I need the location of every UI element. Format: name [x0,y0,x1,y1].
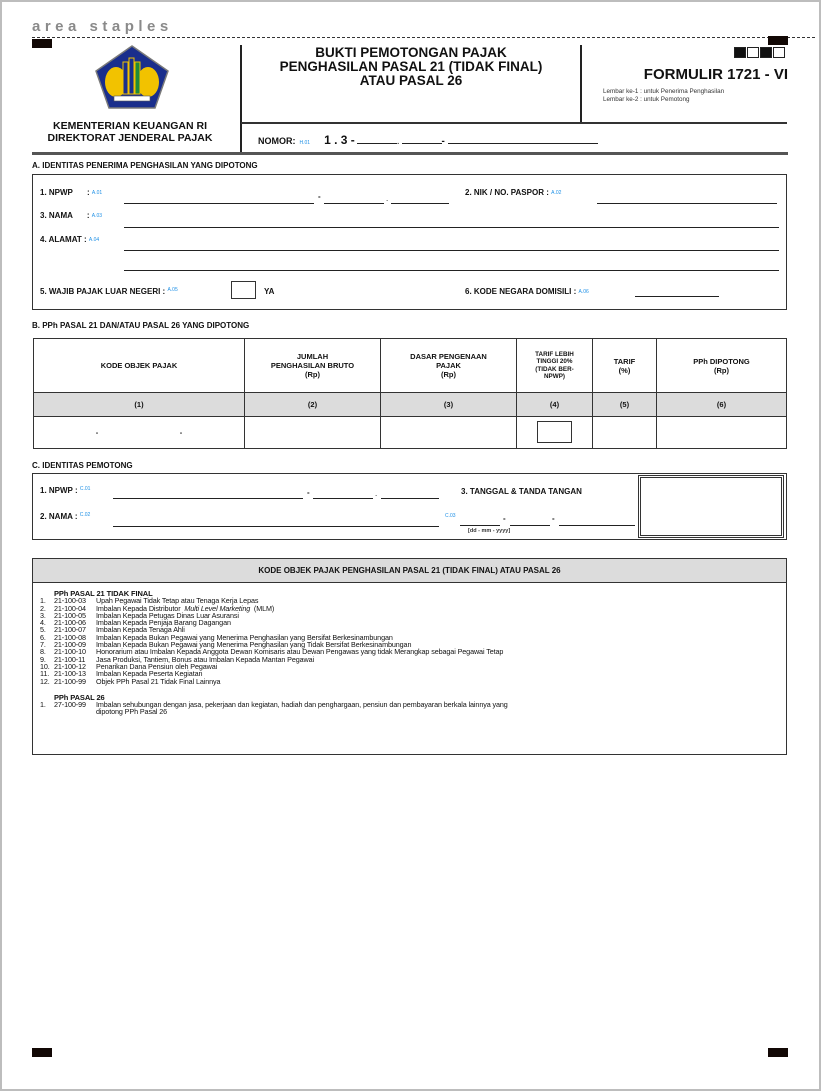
nama-c-label [40,512,90,521]
code-item-code: 21-100-07 [54,625,86,635]
nama-c-label-text: 2. NAMA : [40,512,78,521]
col-dpp-h3: (Rp) [441,370,456,379]
nomor-input-part-3[interactable] [448,143,598,144]
npwp-c-input-2[interactable] [313,498,373,499]
col-num-4: (4) [517,393,593,417]
code-item-desc-continued: dipotong PPh Pasal 26 [96,707,168,717]
alignment-marker-top-left [32,39,52,48]
col-tarif-h2: (%) [618,365,631,375]
codes-reference-header [33,559,786,583]
nomor-field-code: H.01 [299,140,311,146]
form-title [242,46,580,88]
code-item-desc: Penarikan Dana Pensiun oleh Pegawai [96,661,218,671]
col-bruto-h1: JUMLAH [296,352,329,361]
code-item-desc: Imbalan sehubungan dengan jasa, pekerjaan dan kegiatan, hadiah dan penghargaan, pensiun dan pembayaran berkala lainnya yang [96,700,508,710]
npwp-a-input-3[interactable] [391,203,449,204]
col-kode-objek-header: KODE OBJEK PAJAK [34,339,245,393]
col-num-3: (3) [381,393,517,417]
form-code: FORMULIR 1721 - VI [643,66,788,83]
col-num-5: (5) [593,393,657,417]
col-tarif-h1: TARIF [613,356,636,366]
code-item-num: 8. [40,647,46,657]
code-item-num: 6. [40,632,46,642]
alignment-marker-bottom-right [768,1048,788,1057]
pph-dipotong-input[interactable] [657,417,787,449]
negara-label [465,287,589,296]
pph-table-number-row [34,393,787,417]
col-bruto-header [245,339,381,393]
tanggal-label: 3. TANGGAL & TANDA TANGAN [461,487,582,496]
form-id-boxes [733,47,785,59]
negara-code: A.06 [578,288,589,295]
tarif-input[interactable] [593,417,657,449]
nomor-separator-dot: . [396,136,400,147]
col-dpp-h1: DASAR PENGENAAN [410,352,487,361]
header-bottom-rule [32,152,788,155]
code-item-desc: Imbalan Kepada Peserta Kegiatan [96,669,203,679]
copy-note-2: Lembar ke-2 : untuk Pemotong [603,96,690,103]
col-tarif-header [593,339,657,393]
col-num-2: (2) [245,393,381,417]
code-item-num: 7. [40,640,46,650]
npwp-c-code: C.01 [79,486,91,492]
pph-table-header-row [34,339,787,393]
col-dpp-h2: PAJAK [436,361,461,370]
npwp-c-input-1[interactable] [113,498,303,499]
date-format-hint: [dd - mm - yyyy] [468,528,511,534]
bruto-input[interactable] [245,417,381,449]
nik-code: A.02 [551,189,562,196]
code-item-num: 5. [40,625,46,635]
kode-objek-input[interactable] [34,417,245,449]
npwp-a-dot: . [386,194,389,203]
code-item-num: 10. [40,661,50,671]
alamat-label [40,235,99,244]
code-item-code: 21-100-13 [54,669,86,679]
code-item-desc: Objek PPh Pasal 21 Tidak Final Lainnya [96,676,221,686]
alamat-code: A.04 [88,236,100,243]
id-box-empty [773,47,785,58]
npwp-a-colon: : [86,188,90,197]
staples-area-label: area staples [32,18,173,35]
npwp-a-dash: - [318,192,321,201]
nomor-separator-dash: - [441,136,445,147]
col-pph-h2: (Rp) [714,365,729,375]
code-item-num: 12. [40,676,50,686]
ministry-emblem-logo [94,44,170,110]
npwp-c-label-text: 1. NPWP : [40,486,78,495]
header-divider-right [580,45,582,122]
npwp-a-label [40,188,102,197]
group-pasal21-title: PPh PASAL 21 TIDAK FINAL [54,589,153,598]
code-item-num: 1. [40,596,46,606]
nomor-label: NOMOR: [258,136,296,146]
nama-c-code: C.02 [79,512,91,518]
col-tarif-lebih-h4: NPWP) [544,373,565,380]
desc-part: (MLM) [252,603,275,613]
col-num-1: (1) [34,393,245,417]
code-item-code: 21-100-06 [54,618,86,628]
codes-reference-title: KODE OBJEK PAJAK PENGHASILAN PASAL 21 (TIDAK FINAL) ATAU PASAL 26 [258,566,561,575]
col-dpp-header [381,339,517,393]
col-num-6: (6) [657,393,787,417]
npwp-a-input-2[interactable] [324,203,384,204]
npwp-c-dash: - [307,488,310,497]
nama-a-label [40,211,102,220]
id-box-empty [747,47,759,58]
pph-table-data-row [34,417,787,449]
alignment-marker-bottom-left [32,1048,52,1057]
npwp-c-label [40,486,90,495]
dpp-input[interactable] [381,417,517,449]
code-item-desc: Honorarium atau Imbalan Kepada Anggota Dewan Komisaris atau Dewan Pengawas yang tidak Merangkap sebagai Pegawai Tetap [96,647,504,657]
code-item-code: 21-100-08 [54,632,86,642]
nik-label-text: 2. NIK / NO. PASPOR : [465,188,549,197]
code-item-num: 3. [40,610,46,620]
nama-a-colon: : [86,211,90,220]
code-item [40,678,780,685]
tanggal-month-input[interactable] [510,525,550,526]
staples-dashed-line [32,37,815,38]
negara-input[interactable] [635,296,719,297]
ministry-name [24,120,236,144]
code-item-code: 21-100-11 [54,654,86,664]
section-a-title: A. IDENTITAS PENERIMA PENGHASILAN YANG DIPOTONG [32,161,258,170]
signature-box[interactable] [638,475,784,538]
wpln-option-ya: YA [264,287,275,296]
nik-label [465,188,561,197]
header-divider-horizontal [241,122,787,124]
id-box-filled [760,47,772,58]
tarif-lebih-cell [517,417,593,449]
code-item-code: 21-100-12 [54,661,86,671]
codes-list [40,590,780,716]
tanggal-day-input[interactable] [460,525,500,526]
pph-table [33,338,787,449]
wpln-checkbox[interactable] [231,281,256,299]
alamat-input-line-1[interactable] [124,250,779,251]
nik-input[interactable] [597,203,777,204]
code-item-num: 9. [40,654,46,664]
col-tarif-lebih-h3: (TIDAK BER- [535,365,574,373]
npwp-a-input-1[interactable] [124,203,314,204]
nama-a-code: A.03 [91,212,103,219]
col-pph-h1: PPh DIPOTONG [693,356,750,366]
section-b-title: B. PPh PASAL 21 DAN/ATAU PASAL 26 YANG DIPOTONG [32,321,250,330]
wpln-label-text: 5. WAJIB PAJAK LUAR NEGERI : [40,287,166,296]
group-pasal26-title: PPh PASAL 26 [54,692,105,702]
alamat-label-text: 4. ALAMAT : [40,235,87,244]
nama-a-input[interactable] [124,227,779,228]
col-bruto-h3: (Rp) [305,370,320,379]
code-item-code: 21-100-99 [54,676,86,686]
title-line-1: BUKTI PEMOTONGAN PAJAK [315,45,507,60]
title-line-2: PENGHASILAN PASAL 21 (TIDAK FINAL) [279,59,543,74]
emblem-icon [94,44,170,110]
code-item-code: 21-100-09 [54,640,86,650]
kode-sep-1: - [95,428,99,437]
tanggal-code: C.03 [445,513,456,519]
nomor-prefix: 1 . 3 - [324,133,355,147]
code-item-desc: Jasa Produksi, Tantiem, Bonus atau Imbalan Kepada Mantan Pegawai [96,654,315,664]
col-tarif-lebih-header [517,339,593,393]
code-item-num: 1. [40,700,46,710]
code-item-desc: Imbalan Kepada Tenaga Ahli [96,625,185,635]
section-c-title: C. IDENTITAS PEMOTONG [32,461,133,470]
code-item-num: 2. [40,603,46,613]
col-tarif-lebih-h1: TARIF LEBIH [535,350,574,358]
ministry-line-2: DIREKTORAT JENDERAL PAJAK [47,132,213,144]
id-box-filled [734,47,746,58]
nama-c-input[interactable] [113,526,439,527]
desc-part: Imbalan Kepada Distributor [96,603,183,613]
desc-italic: Multi Level Marketing [184,603,251,613]
col-bruto-h2: PENGHASILAN BRUTO [270,361,355,370]
copy-note-1: Lembar ke-1 : untuk Penerima Penghasilan [603,88,725,95]
nomor-input-part-1[interactable] [357,143,397,144]
wpln-label [40,287,178,296]
negara-label-text: 6. KODE NEGARA DOMISILI : [465,287,577,296]
wpln-code: A.05 [167,287,178,293]
tanggal-dash-1: - [503,514,506,523]
kode-sep-2: - [179,428,183,437]
code-item-code: 21-100-05 [54,610,86,620]
npwp-a-code: A.01 [91,189,103,196]
npwp-c-input-3[interactable] [381,498,439,499]
tanggal-year-input[interactable] [559,525,635,526]
code-item-code: 21-100-04 [54,603,86,613]
code-item-code: 27-100-99 [54,700,86,710]
code-item-desc: Imbalan Kepada Petugas Dinas Luar Asuransi [96,610,239,620]
copy-notes [603,88,724,104]
code-item-code: 21-100-10 [54,647,86,657]
title-line-3: ATAU PASAL 26 [359,73,463,88]
alamat-input-line-2[interactable] [124,270,779,271]
tanggal-dash-2: - [552,514,555,523]
tarif-lebih-checkbox[interactable] [537,421,572,443]
nama-a-label-text: 3. NAMA [40,211,73,220]
code-item-desc: Upah Pegawai Tidak Tetap atau Tenaga Kerja Lepas [96,596,259,606]
code-item-desc: Imbalan Kepada Bukan Pegawai yang Menerima Penghasilan yang Tidak Bersifat Berkesinambungan [96,640,412,650]
col-pph-dipotong-header [657,339,787,393]
nomor-row [258,133,598,147]
code-item-desc: Imbalan Kepada Bukan Pegawai yang Menerima Penghasilan yang Bersifat Berkesinambungan [96,632,393,642]
alignment-marker-top-right [768,36,788,45]
code-item-num: 11. [40,669,50,679]
col-tarif-lebih-h2: TINGGI 20% [536,358,573,365]
code-item-num: 4. [40,618,46,628]
ministry-line-1: KEMENTERIAN KEUANGAN RI [52,120,207,132]
npwp-a-label-text: 1. NPWP [40,188,73,197]
npwp-c-dot: . [375,489,378,498]
nomor-input-part-2[interactable] [402,143,442,144]
code-item-desc: Imbalan Kepada Penjaja Barang Dagangan [96,618,231,628]
code-item-code: 21-100-03 [54,596,86,606]
